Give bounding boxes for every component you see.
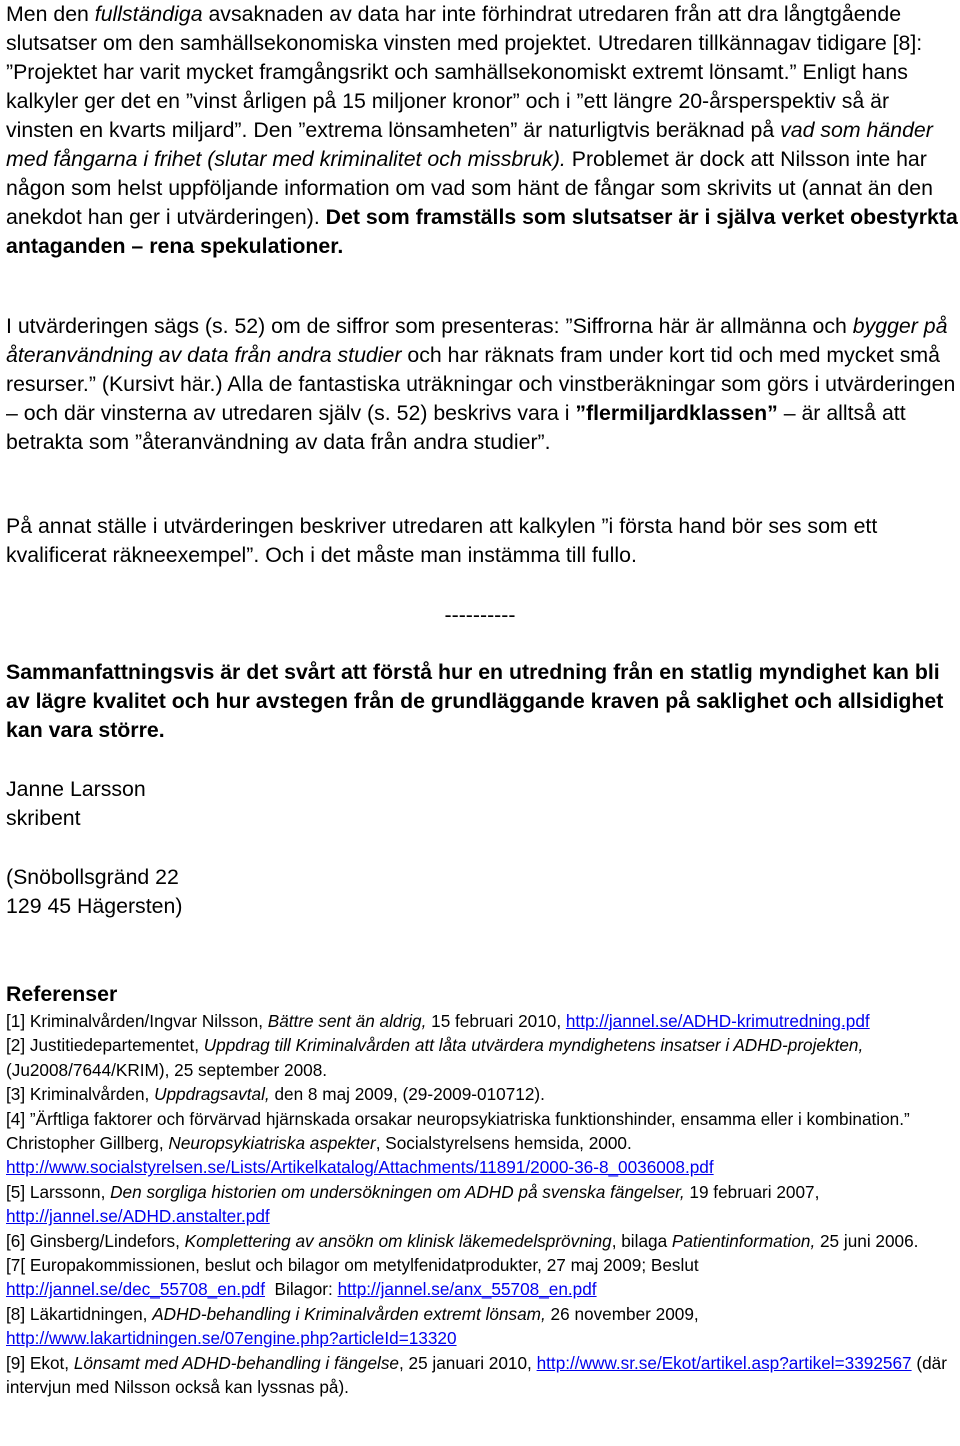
references-list — [6, 1009, 958, 1400]
reference-text: Bilagor: — [264, 1279, 338, 1300]
reference-title: Lönsamt med ADHD-behandling i fängelse — [73, 1352, 399, 1373]
reference-item — [6, 1180, 958, 1229]
reference-item — [6, 1033, 958, 1082]
reference-link[interactable]: http://jannel.se/anx_55708_en.pdf — [337, 1279, 597, 1300]
reference-text: den 8 maj 2009, (29-2009-010712). — [269, 1084, 545, 1105]
p2-text-3: – är alltså att betrakta som ”återanvändning av data från andra studier”. — [6, 401, 906, 454]
reference-title: Neuropsykiatriska aspekter — [168, 1133, 376, 1154]
author-name: Janne Larsson — [6, 777, 146, 801]
reference-text: (Ju2008/7644/KRIM), 25 september 2008. — [6, 1059, 328, 1080]
reference-link[interactable]: http://www.sr.se/Ekot/artikel.asp?artikel=3392567 — [536, 1352, 912, 1373]
p2-text-2: och har räknats fram under kort tid och med mycket små resurser.” (Kursivt här.) Alla de fantastiska uträkningar och vinstberäkningar som görs i utvärderingen – och där vinsterna av utredaren själv (s. 52) beskrivs vara i — [6, 343, 956, 425]
reference-title: Patientinformation, — [671, 1230, 816, 1251]
reference-title: ADHD-behandling i Kriminalvården extremt lönsam, — [152, 1303, 546, 1324]
p1-italic-2: vad som händer med fångarna i frihet (slutar med kriminalitet och missbruk). — [6, 118, 933, 171]
reference-title: Bättre sent än aldrig, — [267, 1011, 427, 1031]
reference-text: 19 februari 2007, — [684, 1181, 820, 1202]
reference-text: (där intervjun med Nilsson också kan lyssnas på). — [6, 1352, 947, 1398]
reference-link[interactable]: http://jannel.se/ADHD.anstalter.pdf — [6, 1206, 270, 1227]
reference-item — [6, 1009, 958, 1033]
p1-bold-conclusion: Det som framställs som slutsatser är i själva verket obestyrkta antaganden – rena spekulationer. — [6, 205, 958, 258]
reference-title: Uppdrag till Kriminalvården att låta utvärdera myndighetens insatser i ADHD-projekten, — [203, 1035, 864, 1056]
reference-link[interactable]: http://jannel.se/ADHD-krimutredning.pdf — [565, 1011, 870, 1031]
reference-text: [6] Ginsberg/Lindefors, — [6, 1230, 185, 1251]
reference-item — [6, 1351, 958, 1400]
reference-text: [9] Ekot, — [6, 1352, 74, 1373]
reference-text: [2] Justitiedepartementet, — [6, 1035, 204, 1056]
reference-link[interactable]: http://www.socialstyrelsen.se/Lists/Artikelkatalog/Attachments/11891/2000-36-8_0036008.pdf — [6, 1157, 714, 1178]
p2-italic-1: bygger på återanvändning av data från andra studier — [6, 314, 948, 367]
reference-text: , 25 januari 2010, — [398, 1352, 537, 1373]
reference-text: [7[ Europakommissionen, beslut och bilagor om metylfenidatprodukter, 27 maj 2009; Beslut — [6, 1255, 699, 1276]
reference-item — [6, 1082, 958, 1106]
p2-text-1: I utvärderingen sägs (s. 52) om de siffror som presenteras: ”Siffrorna här är allmänna och — [6, 314, 853, 338]
reference-text: [4] ”Ärftliga faktorer och förvärvad hjärnskada orsakar neuropsykiatriska funktionshinder, ensamma eller i kombination.” Christopher Gillberg, — [6, 1108, 910, 1154]
summary-paragraph: Sammanfattningsvis är det svårt att förstå hur en utredning från en statlig myndighet kan bli av lägre kvalitet och hur avstegen från de grundläggande kraven på saklighet och allsidighet kan vara större. — [6, 660, 944, 742]
reference-title: Den sorgliga historien om undersökningen om ADHD på svenska fängelser, — [110, 1181, 685, 1202]
paragraph-analysis — [6, 0, 958, 261]
reference-title: Komplettering av ansökn om klinisk läkemedelsprövning — [184, 1230, 612, 1251]
reference-text: [8] Läkartidningen, — [6, 1303, 153, 1324]
address-street: (Snöbollsgränd 22 — [6, 865, 179, 889]
reference-text: [1] Kriminalvården/Ingvar Nilsson, — [6, 1011, 268, 1031]
section-separator: ---------- — [444, 603, 516, 627]
reference-title: Uppdragsavtal, — [154, 1084, 270, 1105]
p1-text-1: Men den — [6, 2, 95, 26]
reference-text: 25 juni 2006. — [815, 1230, 919, 1251]
address-city: 129 45 Hägersten) — [6, 894, 183, 918]
p1-text-3: Problemet är dock att Nilsson inte har någon som helst uppföljande information om vad som hänt de fångar som skrivits ut (annat än den anekdot han ger i utvärderingen). — [6, 147, 933, 229]
p2-bold-term: ”flermiljardklassen” — [575, 401, 778, 425]
reference-item — [6, 1253, 958, 1302]
author-role: skribent — [6, 806, 81, 830]
reference-text: 15 februari 2010, — [426, 1011, 566, 1031]
p1-italic-1: fullständiga — [94, 2, 203, 26]
reference-item — [6, 1302, 958, 1351]
reference-item — [6, 1107, 958, 1180]
paragraph-figures — [6, 312, 958, 457]
reference-text: [5] Larssonn, — [6, 1181, 111, 1202]
references-heading: Referenser — [6, 982, 118, 1006]
p1-text-2: avsaknaden av data har inte förhindrat utredaren från att dra långtgående slutsatser om den samhällsekonomiska vinsten med projektet. Utredaren tillkännagav tidigare [8]: ”Projektet har varit mycket framgångsrikt och samhällsekonomiskt extremt lönsamt.” Enligt hans kalkyler ger det en ”vinst årligen på 15 miljoner kronor” och i ”ett längre 20-årsperspektiv så är vinsten en kvarts miljard”. Den ”extrema lönsamheten” är naturligtvis beräknad på — [6, 2, 923, 142]
reference-text: , Socialstyrelsens hemsida, 2000. — [375, 1133, 632, 1154]
paragraph-calculation: På annat ställe i utvärderingen beskriver utredaren att kalkylen ”i första hand bör ses som ett kvalificerat räkneexempel”. Och i det måste man instämma till fullo. — [6, 514, 878, 567]
reference-text: [3] Kriminalvården, — [6, 1084, 155, 1105]
reference-link[interactable]: http://www.lakartidningen.se/07engine.php?articleId=13320 — [6, 1328, 457, 1349]
reference-text: 26 november 2009, — [545, 1303, 699, 1324]
reference-link[interactable]: http://jannel.se/dec_55708_en.pdf — [6, 1279, 265, 1300]
reference-item — [6, 1229, 958, 1253]
reference-text: , bilaga — [611, 1230, 672, 1251]
